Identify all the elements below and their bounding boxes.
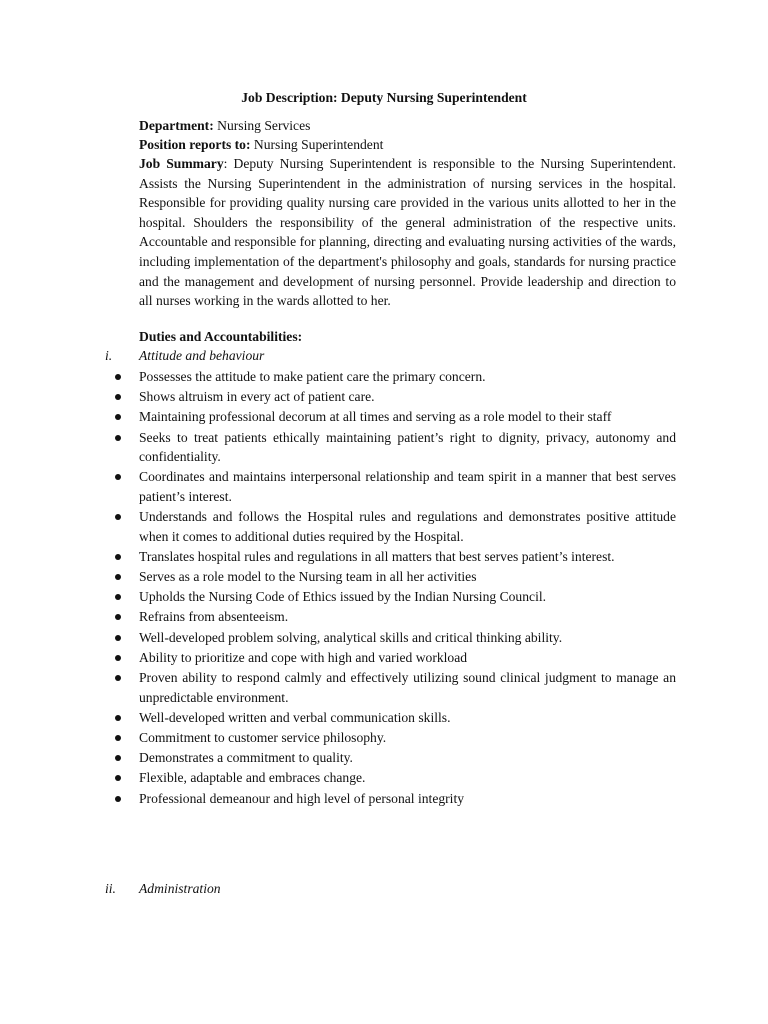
bullet-icon xyxy=(115,614,121,620)
list-item xyxy=(0,648,676,668)
section-title: Administration xyxy=(139,881,221,896)
reports-to-value: Nursing Superintendent xyxy=(250,137,384,152)
department-label: Department: xyxy=(139,118,214,133)
list-item-text: Flexible, adaptable and embraces change. xyxy=(139,770,366,786)
list-item xyxy=(0,387,676,407)
job-summary xyxy=(139,154,676,311)
bullet-icon xyxy=(115,735,121,741)
section-number: i. xyxy=(105,348,113,363)
list-item-text: Translates hospital rules and regulations in all matters that best serves patient’s interest. xyxy=(139,548,615,564)
list-item-text: Well-developed written and verbal communication skills. xyxy=(139,709,451,725)
department-line xyxy=(139,116,679,136)
reports-to-line xyxy=(139,135,679,155)
list-item-text: Professional demeanour and high level of personal integrity xyxy=(139,790,465,806)
bullet-icon xyxy=(115,775,121,781)
bullet-icon xyxy=(115,675,121,681)
list-item xyxy=(0,567,676,587)
department-value: Nursing Services xyxy=(213,118,311,133)
bullet-icon xyxy=(115,374,121,380)
bullet-icon xyxy=(115,554,121,560)
bullet-icon xyxy=(115,655,121,661)
list-item-text: Proven ability to respond calmly and effectively utilizing sound clinical judgment to manage an unpredictable environment. xyxy=(139,670,676,705)
list-item-text: Maintaining professional decorum at all times and serving as a role model to their staff xyxy=(139,409,612,425)
list-item xyxy=(0,587,676,607)
list-item xyxy=(0,668,676,707)
bullet-icon xyxy=(115,715,121,721)
list-item xyxy=(0,467,676,506)
document-title: Job Description: Deputy Nursing Superintendent xyxy=(241,90,527,105)
bullet-icon xyxy=(115,474,121,480)
list-item xyxy=(0,728,676,748)
list-item xyxy=(0,607,676,627)
list-item-text: Coordinates and maintains interpersonal relationship and team spirit in a manner that best serves patient’s interest. xyxy=(139,469,676,504)
bullet-icon xyxy=(115,394,121,400)
list-item-text: Seeks to treat patients ethically maintaining patient’s right to dignity, privacy, autonomy and confidentiality. xyxy=(139,429,676,465)
bullet-icon xyxy=(115,414,121,420)
bullet-icon xyxy=(115,594,121,600)
reports-to-label: Position reports to: xyxy=(139,137,251,152)
list-item-text: Refrains from absenteeism. xyxy=(139,609,289,625)
duties-heading: Duties and Accountabilities: xyxy=(139,329,303,344)
list-item xyxy=(0,367,676,387)
list-item-text: Understands and follows the Hospital rules and regulations and demonstrates positive attitude when it comes to additional duties required by the Hospital. xyxy=(139,509,676,544)
list-item xyxy=(0,428,676,467)
list-item xyxy=(0,547,676,567)
list-item-text: Possesses the attitude to make patient care the primary concern. xyxy=(139,369,486,384)
list-item-text: Demonstrates a commitment to quality. xyxy=(139,750,353,766)
bullet-icon xyxy=(115,574,121,580)
list-item xyxy=(0,628,676,648)
job-summary-label: Job Summary xyxy=(139,156,224,171)
list-item xyxy=(0,407,676,427)
list-item xyxy=(0,748,676,768)
list-item-text: Upholds the Nursing Code of Ethics issued by the Indian Nursing Council. xyxy=(139,589,547,605)
section-number: ii. xyxy=(105,881,116,896)
bullet-icon xyxy=(115,435,121,441)
job-summary-text: : Deputy Nursing Superintendent is responsible to the Nursing Superintendent. Assists the Nursing Superintendent in the administration of nursing services in the hospital. Responsible for providing quality nursing care provided in the various units allotted to her in the hospital. Shoulders the responsibility of the general administration of the respective units. Accountable and responsible for planning, directing and evaluating nursing activities of the wards, including implementation of the department's philosophy and goals, standards for nursing practice and the management and development of nursing personnel. Provide leadership and direction to all nurses working in the wards allotted to her. xyxy=(139,156,676,309)
section-title: Attitude and behaviour xyxy=(139,348,265,363)
list-item xyxy=(0,768,676,788)
list-item-text: Commitment to customer service philosophy. xyxy=(139,730,387,745)
list-item-text: Shows altruism in every act of patient care. xyxy=(139,389,375,405)
list-item xyxy=(0,789,676,809)
list-item-text: Serves as a role model to the Nursing team in all her activities xyxy=(139,569,477,585)
list-item-text: Well-developed problem solving, analytical skills and critical thinking ability. xyxy=(139,629,563,645)
bullet-list xyxy=(0,367,768,809)
bullet-icon xyxy=(115,514,121,520)
bullet-icon xyxy=(115,635,121,641)
list-item xyxy=(0,507,676,546)
list-item-text: Ability to prioritize and cope with high and varied workload xyxy=(139,649,468,665)
bullet-icon xyxy=(115,796,121,802)
list-item xyxy=(0,708,676,728)
bullet-icon xyxy=(115,755,121,761)
